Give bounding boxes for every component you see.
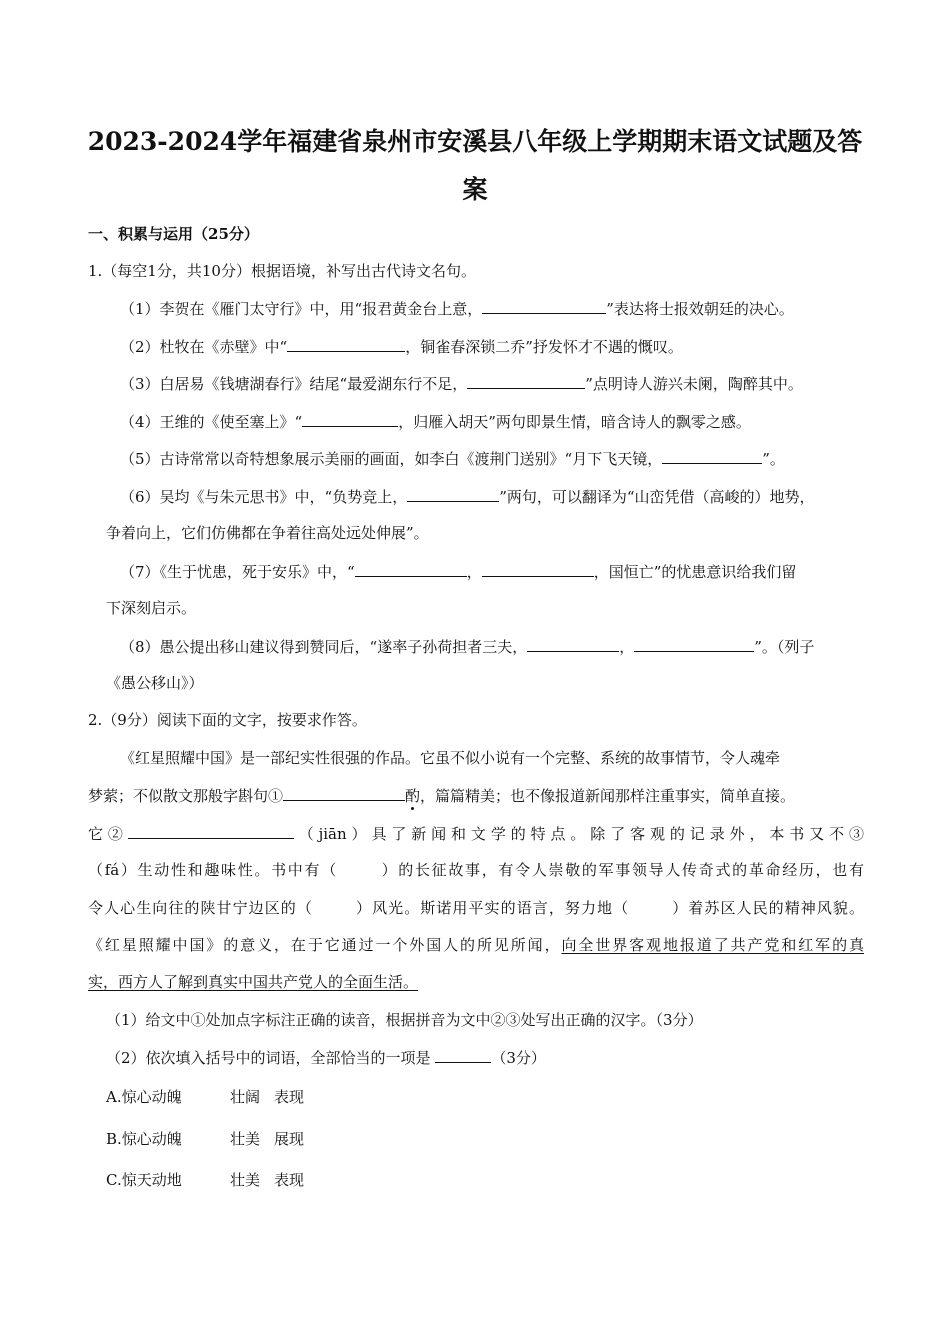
answer-blank[interactable] <box>482 561 594 577</box>
option-a[interactable]: A.惊心动魄 壮阔 表现 <box>106 1088 305 1106</box>
passage-line-2: 梦萦；不似散文那般字斟句① 酌，篇篇精美；也不像报道新闻那样注重事实，简单直接。 <box>88 787 796 805</box>
q1-stem: 1.（每空1分，共10分）根据语境，补写出古代诗文名句。 <box>88 262 476 280</box>
answer-blank[interactable] <box>283 785 405 801</box>
answer-blank[interactable] <box>634 636 754 652</box>
q1-item-7: （7）《生于忧患，死于安乐》中，“ ， ，国恒亡”的忧患意识给我们留 <box>120 563 797 581</box>
dotted-character: 酌 <box>405 787 421 805</box>
passage-line-5: 令人心生向往的陕甘宁边区的（ ）风光。斯诺用平实的语言，努力地（ ）着苏区人民的精神风貌。 <box>88 899 864 917</box>
underlined-sentence: 向全世界客观地报道了共产党和红军的真 <box>561 936 864 954</box>
option-c[interactable]: C.惊天动地 壮美 表现 <box>106 1171 305 1189</box>
answer-blank[interactable] <box>527 636 619 652</box>
passage-line-3: 它② （jiān）具了新闻和文学的特点。除了客观的记录外，本书又不③ <box>88 825 864 843</box>
q1-item-7-cont: 下深刻启示。 <box>106 599 197 617</box>
q2-sub2: （2）依次填入括号中的词语，全部恰当的一项是 （3分） <box>106 1049 546 1067</box>
underlined-sentence: 实，西方人了解到真实中国共产党人的全面生活。 <box>88 973 419 991</box>
q1-item-8-cont: 《愚公移山》） <box>106 674 204 692</box>
passage-line-7 <box>88 972 864 992</box>
answer-blank[interactable] <box>302 411 398 427</box>
answer-blank[interactable] <box>407 486 499 502</box>
q2-stem: 2.（9分）阅读下面的文字，按要求作答。 <box>88 711 367 729</box>
answer-blank[interactable] <box>287 336 405 352</box>
passage-line-6: 《红星照耀中国》的意义，在于它通过一个外国人的所见所闻，向全世界客观地报道了共产党和红军的真 <box>88 936 864 954</box>
q1-item-1: （1）李贺在《雁门太守行》中，用“报君黄金台上意， ”表达将士报效朝廷的决心。 <box>120 300 794 318</box>
option-b[interactable]: B.惊心动魄 壮美 展现 <box>106 1130 305 1148</box>
q1-item-8: （8）愚公提出移山建议得到赞同后，“遂率子孙荷担者三夫， ， ”。（列子 <box>120 638 815 656</box>
q1-item-6-cont: 争着向上，它们仿佛都在争着往高处远处伸展”。 <box>106 524 429 542</box>
doc-title-line1: 2023-2024学年福建省泉州市安溪县八年级上学期期末语文试题及答 <box>87 127 863 156</box>
q2-sub1: （1）给文中①处加点字标注正确的读音，根据拼音为文中②③处写出正确的汉字。（3分） <box>106 1011 703 1029</box>
answer-blank[interactable] <box>662 448 762 464</box>
answer-blank[interactable] <box>435 1047 491 1063</box>
q1-item-6: （6）吴均《与朱元思书》中，“负势竞上， ”两句，可以翻译为“山峦凭借（高峻的）地势， <box>120 488 815 506</box>
answer-blank[interactable] <box>467 373 585 389</box>
q1-item-2: （2）杜牧在《赤壁》中“ ，铜雀春深锁二乔”抒发怀才不遇的慨叹。 <box>120 338 683 356</box>
passage-line-1: 《红星照耀中国》是一部纪实性很强的作品。它虽不似小说有一个完整、系统的故事情节，令人魂牵 <box>120 749 781 767</box>
answer-blank[interactable] <box>482 298 606 314</box>
q1-item-3: （3）白居易《钱塘湖春行》结尾“最爱湖东行不足， ”点明诗人游兴未阑，陶醉其中。 <box>120 375 803 393</box>
answer-blank[interactable] <box>128 823 294 839</box>
section-heading: 一、积累与运用（25分） <box>88 225 259 243</box>
doc-title-line2: 案 <box>462 175 488 204</box>
answer-blank[interactable] <box>355 561 467 577</box>
passage-line-4: （fá）生动性和趣味性。书中有（ ）的长征故事，有令人崇敬的军事领导人传奇式的革命经历，也有 <box>88 861 864 879</box>
q1-item-4: （4）王维的《使至塞上》“ ，归雁入胡天”两句即景生情，暗含诗人的飘零之感。 <box>120 413 751 431</box>
q1-item-5: （5）古诗常常以奇特想象展示美丽的画面，如李白《渡荆门送别》“月下飞天镜， ”。 <box>120 450 785 468</box>
